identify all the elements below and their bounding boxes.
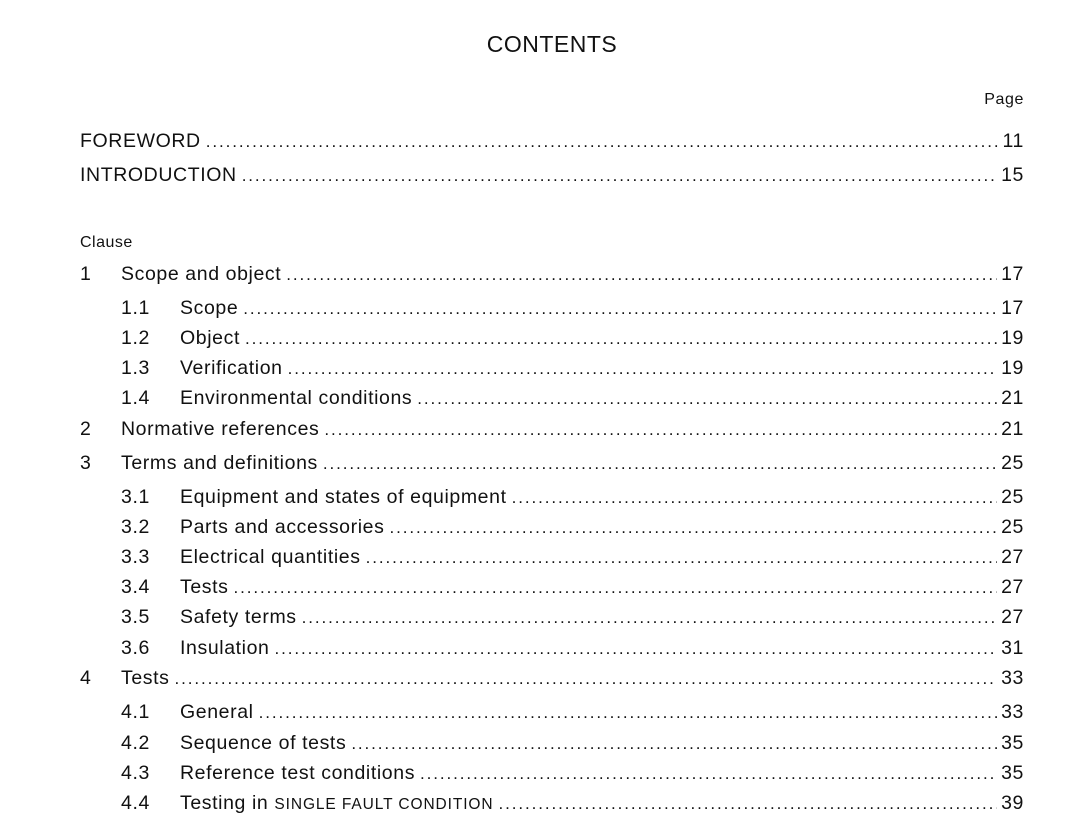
toc-clause-number: 1 (80, 263, 92, 285)
toc-clause-number: 3.6 (121, 637, 150, 659)
toc-row-2[interactable] (80, 418, 1024, 444)
dot-leader (351, 734, 997, 754)
toc-page-number: 39 (1001, 792, 1024, 814)
toc-clause-number: 3.3 (121, 546, 150, 568)
dot-leader (274, 639, 997, 659)
toc-clause-number: 4.2 (121, 732, 150, 754)
toc-clause-number: 3.5 (121, 606, 150, 628)
toc-label-smallcaps: SINGLE FAULT CONDITION (274, 796, 494, 813)
toc-row-4-4[interactable] (121, 792, 1024, 818)
toc-row-3[interactable] (80, 452, 1024, 478)
dot-leader (389, 518, 997, 538)
dot-leader (206, 132, 999, 152)
toc-label: Terms and definitions (121, 452, 318, 474)
toc-clause-number: 4.1 (121, 701, 150, 723)
toc-row-1-3[interactable] (121, 357, 1024, 383)
toc-clause-number: 3.2 (121, 516, 150, 538)
toc-label: Normative references (121, 418, 320, 440)
toc-page-number: 33 (1001, 701, 1024, 723)
toc-row-1-2[interactable] (121, 327, 1024, 353)
toc-row-3-2[interactable] (121, 516, 1024, 542)
toc-label: General (180, 701, 254, 723)
clause-column-heading: Clause (80, 234, 133, 251)
toc-label: Scope (180, 297, 239, 319)
toc-page-number: 21 (1001, 418, 1024, 440)
toc-clause-number: 2 (80, 418, 92, 440)
toc-row-4-1[interactable] (121, 701, 1024, 727)
toc-label: Tests (121, 667, 170, 689)
toc-clause-number: 1.2 (121, 327, 150, 349)
toc-clause-number: 4.3 (121, 762, 150, 784)
toc-page-number: 27 (1001, 546, 1024, 568)
toc-label: Electrical quantities (180, 546, 361, 568)
toc-clause-number: 1.1 (121, 297, 150, 319)
toc-page-number: 27 (1001, 576, 1024, 598)
toc-row-3-5[interactable] (121, 606, 1024, 632)
toc-page-number: 17 (1001, 297, 1024, 319)
dot-leader (324, 420, 997, 440)
toc-label: Verification (180, 357, 283, 379)
toc-label: Scope and object (121, 263, 282, 285)
dot-leader (366, 548, 998, 568)
toc-row-introduction[interactable] (80, 164, 1024, 190)
toc-row-1[interactable] (80, 263, 1024, 289)
toc-page-number: 25 (1001, 516, 1024, 538)
toc-row-foreword[interactable] (80, 130, 1024, 156)
toc-clause-number: 4.4 (121, 792, 150, 814)
dot-leader (417, 389, 997, 409)
toc-page-number: 25 (1001, 452, 1024, 474)
toc-label: Reference test conditions (180, 762, 416, 784)
toc-page-number: 25 (1001, 486, 1024, 508)
dot-leader (243, 299, 997, 319)
toc-clause-number: 3.1 (121, 486, 150, 508)
toc-label: FOREWORD (80, 130, 201, 152)
toc-clause-number: 3.4 (121, 576, 150, 598)
toc-page-number: 35 (1001, 762, 1024, 784)
toc-label: Equipment and states of equipment (180, 486, 507, 508)
toc-label-text: Testing in (180, 792, 269, 814)
dot-leader (498, 794, 997, 814)
toc-page-number: 35 (1001, 732, 1024, 754)
toc-row-4-2[interactable] (121, 732, 1024, 758)
dot-leader (302, 608, 997, 628)
dot-leader (288, 359, 998, 379)
dot-leader (420, 764, 997, 784)
dot-leader (259, 703, 998, 723)
toc-row-3-3[interactable] (121, 546, 1024, 572)
toc-label: Tests (180, 576, 229, 598)
toc-label (180, 792, 493, 815)
dot-leader (234, 578, 998, 598)
toc-page-number: 17 (1001, 263, 1024, 285)
toc-page-number: 19 (1001, 327, 1024, 349)
toc-page-number: 19 (1001, 357, 1024, 379)
dot-leader (175, 669, 998, 689)
toc-row-3-4[interactable] (121, 576, 1024, 602)
toc-label: Parts and accessories (180, 516, 385, 538)
dot-leader (245, 329, 997, 349)
toc-label: Environmental conditions (180, 387, 413, 409)
toc-page-number: 11 (1002, 130, 1024, 152)
dot-leader (286, 265, 997, 285)
toc-title: CONTENTS (486, 31, 618, 57)
toc-clause-number: 1.3 (121, 357, 150, 379)
dot-leader (323, 454, 997, 474)
toc-row-1-4[interactable] (121, 387, 1024, 413)
toc-page-number: 27 (1001, 606, 1024, 628)
toc-clause-number: 4 (80, 667, 92, 689)
toc-label: Object (180, 327, 240, 349)
toc-clause-number: 3 (80, 452, 92, 474)
toc-label: Insulation (180, 637, 270, 659)
toc-row-3-1[interactable] (121, 486, 1024, 512)
toc-label: INTRODUCTION (80, 164, 237, 186)
toc-row-3-6[interactable] (121, 637, 1024, 663)
toc-page-number: 21 (1001, 387, 1024, 409)
toc-label: Sequence of tests (180, 732, 347, 754)
dot-leader (512, 488, 998, 508)
toc-page-number: 31 (1001, 637, 1024, 659)
dot-leader (242, 166, 997, 186)
toc-label: Safety terms (180, 606, 297, 628)
toc-page-number: 33 (1001, 667, 1024, 689)
toc-row-1-1[interactable] (121, 297, 1024, 323)
toc-row-4-3[interactable] (121, 762, 1024, 788)
page-column-heading: Page (984, 91, 1024, 108)
toc-page-number: 15 (1001, 164, 1024, 186)
toc-clause-number: 1.4 (121, 387, 150, 409)
toc-row-4[interactable] (80, 667, 1024, 693)
